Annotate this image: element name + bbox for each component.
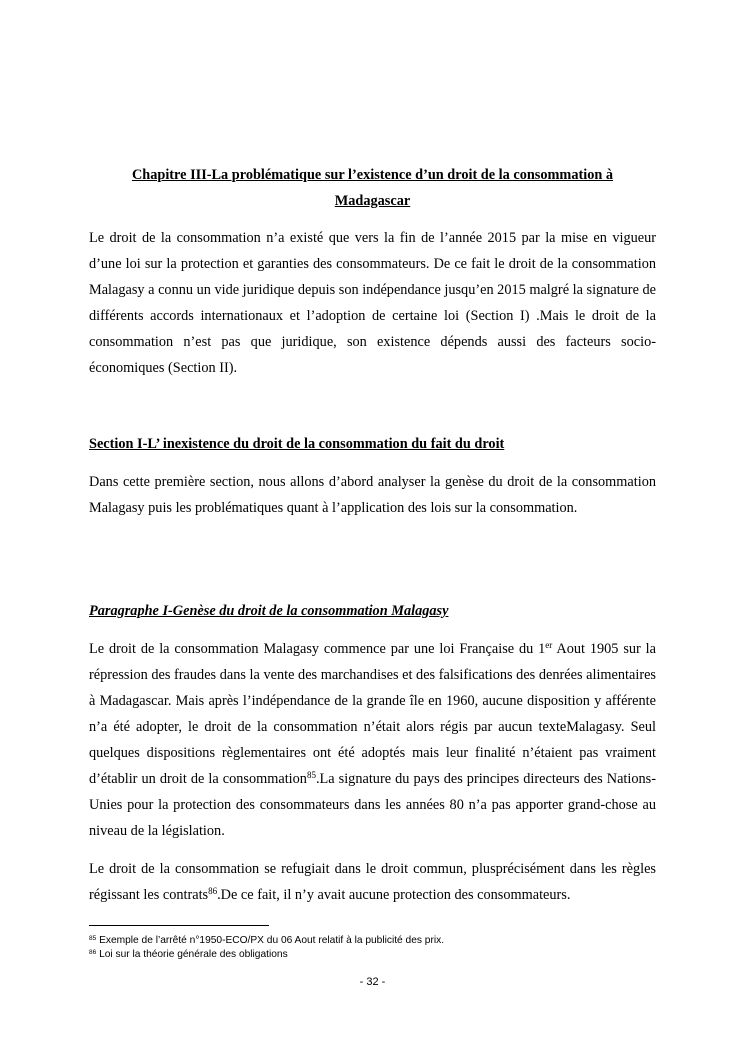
footnote-number: 86 xyxy=(89,949,97,956)
footnote-number: 85 xyxy=(89,935,97,942)
chapter-title-line1: Chapitre III-La problématique sur l’existence d’un droit de la consommation à xyxy=(131,167,614,183)
chapter-title-line2: Madagascar xyxy=(334,193,411,209)
genesis-text-c: .La signature du pays des principes directeurs des Nations-Unies pour la protection des consommateurs dans les années 80 n’a pas apporter grand-chose au niveau de la législation. xyxy=(89,771,656,839)
footnote-ref-86: 86 xyxy=(208,886,218,896)
document-page xyxy=(89,0,656,1053)
genesis-text-b: Aout 1905 sur la répression des fraudes dans la vente des marchandises et des falsifications des denrées alimentaires à Madagascar. Mais après l’indépendance de la grande île en 1960, aucune disposition y afférente n’a été adopter, le droit de la consommation n’était alors régis par aucun texteMalagasy. Seul quelques dispositions règlementaires ont été adoptés mais leur finalité n’étaient pas vraiment d’établir un droit de la consommation xyxy=(89,641,656,787)
common-law-paragraph xyxy=(89,856,656,908)
footnote-86 xyxy=(89,948,656,962)
chapter-title xyxy=(89,162,656,214)
intro-paragraph: Le droit de la consommation n’a existé que vers la fin de l’année 2015 par la mise en vigueur d’une loi sur la protection et garanties des consommateurs. De ce fait le droit de la consommation Malagasy a connu un vide juridique depuis son indépendance jusqu’en 2015 malgré la signature de différents accords internationaux et l’adoption de certaine loi (Section I) .Mais le droit de la consommation n’est pas que juridique, son existence dépends aussi des facteurs socio-économiques (Section II). xyxy=(89,230,656,376)
page-number: - 32 - xyxy=(359,976,386,988)
common-law-text-b: .De ce fait, il n’y avait aucune protection des consommateurs. xyxy=(217,887,571,903)
section-heading: Section I-L’ inexistence du droit de la consommation du fait du droit xyxy=(89,436,505,452)
paragraph-heading: Paragraphe I-Genèse du droit de la consommation Malagasy xyxy=(89,603,449,619)
genesis-paragraph xyxy=(89,636,656,844)
genesis-text-a: Le droit de la consommation Malagasy commence par une loi Française du 1 xyxy=(89,641,546,657)
ordinal-superscript: er xyxy=(545,640,553,650)
footnote-separator xyxy=(89,925,269,926)
section-intro-paragraph: Dans cette première section, nous allons d’abord analyser la genèse du droit de la consommation Malagasy puis les problématiques quant à l’application des lois sur la consommation. xyxy=(89,474,656,516)
common-law-text-a: Le droit de la consommation se refugiait dans le droit commun, plusprécisément dans les règles régissant les contrats xyxy=(89,861,656,903)
footnote-85 xyxy=(89,934,656,948)
footnote-text: Loi sur la théorie générale des obligations xyxy=(96,949,288,960)
footnote-ref-85: 85 xyxy=(306,770,316,780)
footnote-text: Exemple de l’arrêté n°1950-ECO/PX du 06 Aout relatif à la publicité des prix. xyxy=(96,935,445,946)
